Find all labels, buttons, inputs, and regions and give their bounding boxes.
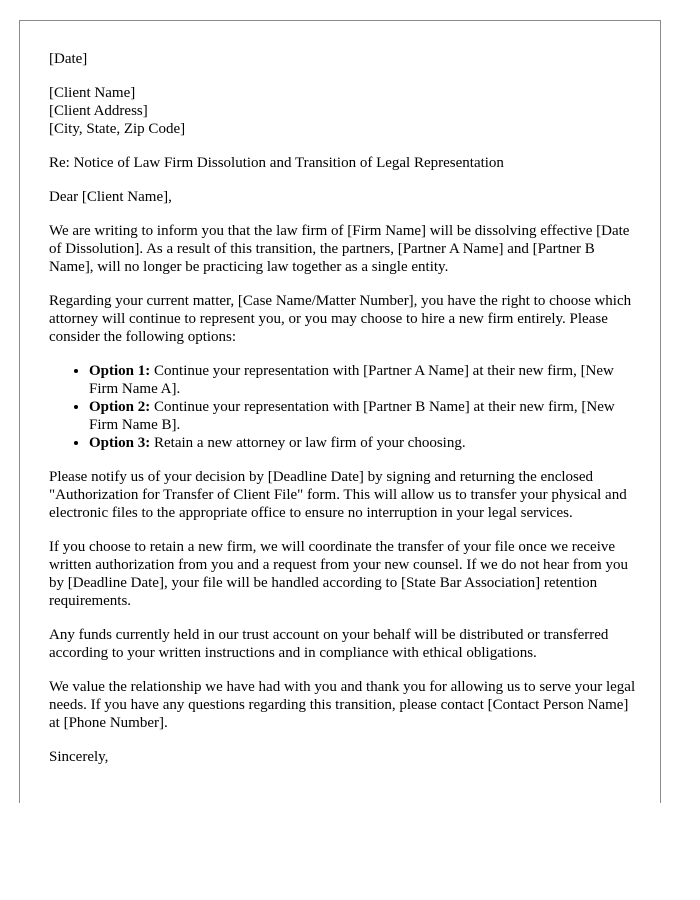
- options-list: [49, 362, 639, 452]
- salutation: Dear [Client Name],: [49, 189, 172, 205]
- recipient-block: [49, 84, 639, 138]
- option-text: Retain a new attorney or law firm of your choosing.: [150, 435, 466, 451]
- closing: Sincerely,: [49, 749, 109, 765]
- paragraph-representation-choice: Regarding your current matter, [Case Name/Matter Number], you have the right to choose which attorney will continue to represent you, or you may choose to hire a new firm entirely. Please consider the following options:: [49, 293, 632, 345]
- recipient-address: [Client Address]: [49, 103, 148, 119]
- letter-page: [19, 20, 661, 803]
- recipient-name: [Client Name]: [49, 85, 136, 101]
- list-item: [89, 362, 639, 398]
- paragraph-contact: We value the relationship we have had with you and thank you for allowing us to serve your legal needs. If you have any questions regarding this transition, please contact [Contact Person Name] at [Phone Number].: [49, 679, 636, 731]
- list-item: [89, 398, 639, 434]
- option-label: Option 1:: [89, 363, 151, 379]
- option-label: Option 3:: [89, 435, 151, 451]
- paragraph-dissolution-notice: We are writing to inform you that the law firm of [Firm Name] will be dissolving effective [Date of Dissolution]. As a result of this transition, the partners, [Partner A Name] and [Partner B Name], will no longer be practicing law together as a single entity.: [49, 223, 630, 275]
- paragraph-notification-deadline: Please notify us of your decision by [Deadline Date] by signing and returning the enclosed "Authorization for Transfer of Client File" form. This will allow us to transfer your physical and electronic files to the appropriate office to ensure no interruption in your legal services.: [49, 469, 627, 521]
- option-label: Option 2:: [89, 399, 151, 415]
- letter-body: [49, 50, 639, 782]
- list-item: [89, 434, 639, 452]
- option-text: Continue your representation with [Partner A Name] at their new firm, [New Firm Name A].: [89, 363, 614, 397]
- paragraph-trust-funds: Any funds currently held in our trust account on your behalf will be distributed or transferred according to your written instructions and in compliance with ethical obligations.: [49, 627, 609, 661]
- subject-line: Re: Notice of Law Firm Dissolution and Transition of Legal Representation: [49, 155, 504, 171]
- letter-date: [Date]: [49, 51, 88, 67]
- recipient-city-state-zip: [City, State, Zip Code]: [49, 121, 186, 137]
- paragraph-file-transfer: If you choose to retain a new firm, we will coordinate the transfer of your file once we receive written authorization from you and a request from your new counsel. If we do not hear from you by [Deadline Date], your file will be handled according to [State Bar Association] retention requirements.: [49, 539, 628, 609]
- option-text: Continue your representation with [Partner B Name] at their new firm, [New Firm Name B].: [89, 399, 615, 433]
